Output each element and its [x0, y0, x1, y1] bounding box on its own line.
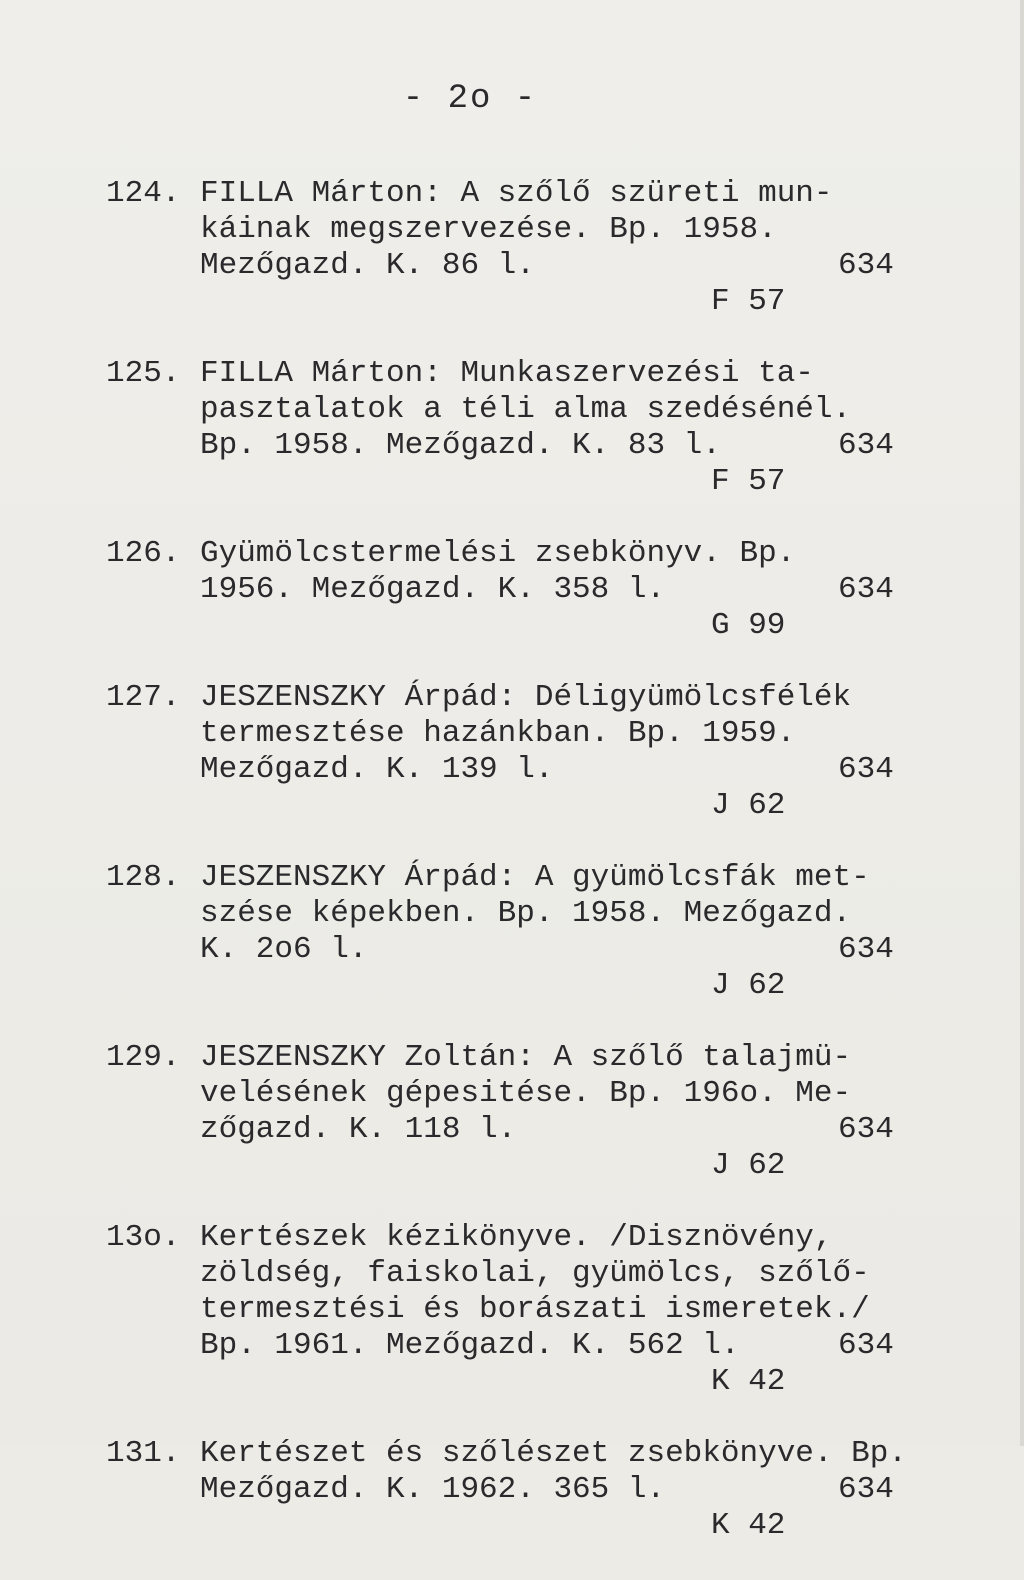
entry-body: [200, 176, 920, 284]
entry-line: FILLA Márton: A szőlő szüreti mun-: [200, 176, 833, 211]
bibliography-entry: [106, 1436, 920, 1544]
shelf-code: J 62: [711, 1148, 786, 1183]
entry-body: [200, 860, 920, 968]
entry-line: termesztése hazánkban. Bp. 1959.: [200, 716, 796, 751]
entry-body: [200, 680, 920, 788]
shelf-code: K 42: [711, 1364, 786, 1399]
entry-last-line: Mezőgazd. K. 86 l. 634: [200, 248, 920, 284]
entry-body: [200, 356, 920, 464]
shelf-number: 634: [838, 1472, 894, 1507]
shelf-code: J 62: [711, 788, 786, 823]
entry-line: zöldség, faiskolai, gyümölcs, szőlő-: [200, 1256, 870, 1291]
entry-line: FILLA Márton: Munkaszervezési ta-: [200, 356, 814, 391]
entry-last-line: K. 2o6 l. 634: [200, 932, 920, 968]
entry-line: Kertészet és szőlészet zsebkönyve. Bp.: [200, 1436, 907, 1471]
bibliography-entry: [106, 1040, 920, 1184]
shelf-code: F 57: [711, 464, 786, 499]
entry-last-line: Bp. 1961. Mezőgazd. K. 562 l. 634: [200, 1328, 920, 1364]
bibliography-entry: [106, 860, 920, 1004]
bibliography-entry: [106, 536, 920, 644]
entry-number: 131.: [106, 1436, 181, 1471]
shelf-number: 634: [838, 1328, 894, 1363]
entry-line: szése képekben. Bp. 1958. Mezőgazd.: [200, 896, 852, 931]
shelf-code: G 99: [711, 608, 786, 643]
entry-number: 129.: [106, 1040, 181, 1075]
shelf-number: 634: [838, 428, 894, 463]
entry-last-line: Bp. 1958. Mezőgazd. K. 83 l. 634: [200, 428, 920, 464]
entry-number: 125.: [106, 356, 181, 391]
entry-last-line: zőgazd. K. 118 l. 634: [200, 1112, 920, 1148]
entry-body: [200, 1220, 920, 1364]
entry-number: 124.: [106, 176, 181, 211]
page-edge: [1020, 0, 1024, 1446]
entry-line: JESZENSZKY Árpád: Déligyümölcsfélék: [200, 680, 852, 715]
entry-line: pasztalatok a téli alma szedésénél.: [200, 392, 852, 427]
entry-number: 126.: [106, 536, 181, 571]
entry-line: termesztési és borászati ismeretek./: [200, 1292, 870, 1327]
entry-line: Gyümölcstermelési zsebkönyv. Bp.: [200, 536, 796, 571]
bibliography-entry: [106, 1220, 920, 1400]
entry-line: velésének gépesitése. Bp. 196o. Me-: [200, 1076, 852, 1111]
entry-line: káinak megszervezése. Bp. 1958.: [200, 212, 777, 247]
shelf-number: 634: [838, 932, 894, 967]
entry-body: [200, 1040, 920, 1148]
entry-body: [200, 536, 920, 608]
entry-body: [200, 1436, 920, 1508]
entry-last-line: 1956. Mezőgazd. K. 358 l. 634: [200, 572, 920, 608]
shelf-code: J 62: [711, 968, 786, 1003]
page-number: - 2o -: [402, 80, 538, 118]
entry-line: JESZENSZKY Zoltán: A szőlő talajmü-: [200, 1040, 852, 1075]
shelf-number: 634: [838, 1112, 894, 1147]
shelf-code: F 57: [711, 284, 786, 319]
bibliography-entry: [106, 356, 920, 500]
entry-number: 127.: [106, 680, 181, 715]
shelf-code: K 42: [711, 1508, 786, 1543]
entry-number: 128.: [106, 860, 181, 895]
bibliography-entry: [106, 176, 920, 320]
bibliography-list: [106, 176, 920, 1580]
shelf-number: 634: [838, 752, 894, 787]
entry-line: JESZENSZKY Árpád: A gyümölcsfák met-: [200, 860, 870, 895]
entry-number: 13o.: [106, 1220, 181, 1255]
entry-last-line: Mezőgazd. K. 1962. 365 l. 634: [200, 1472, 920, 1508]
entry-last-line: Mezőgazd. K. 139 l. 634: [200, 752, 920, 788]
bibliography-entry: [106, 680, 920, 824]
entry-line: Kertészek kézikönyve. /Disznövény,: [200, 1220, 833, 1255]
shelf-number: 634: [838, 248, 894, 283]
shelf-number: 634: [838, 572, 894, 607]
